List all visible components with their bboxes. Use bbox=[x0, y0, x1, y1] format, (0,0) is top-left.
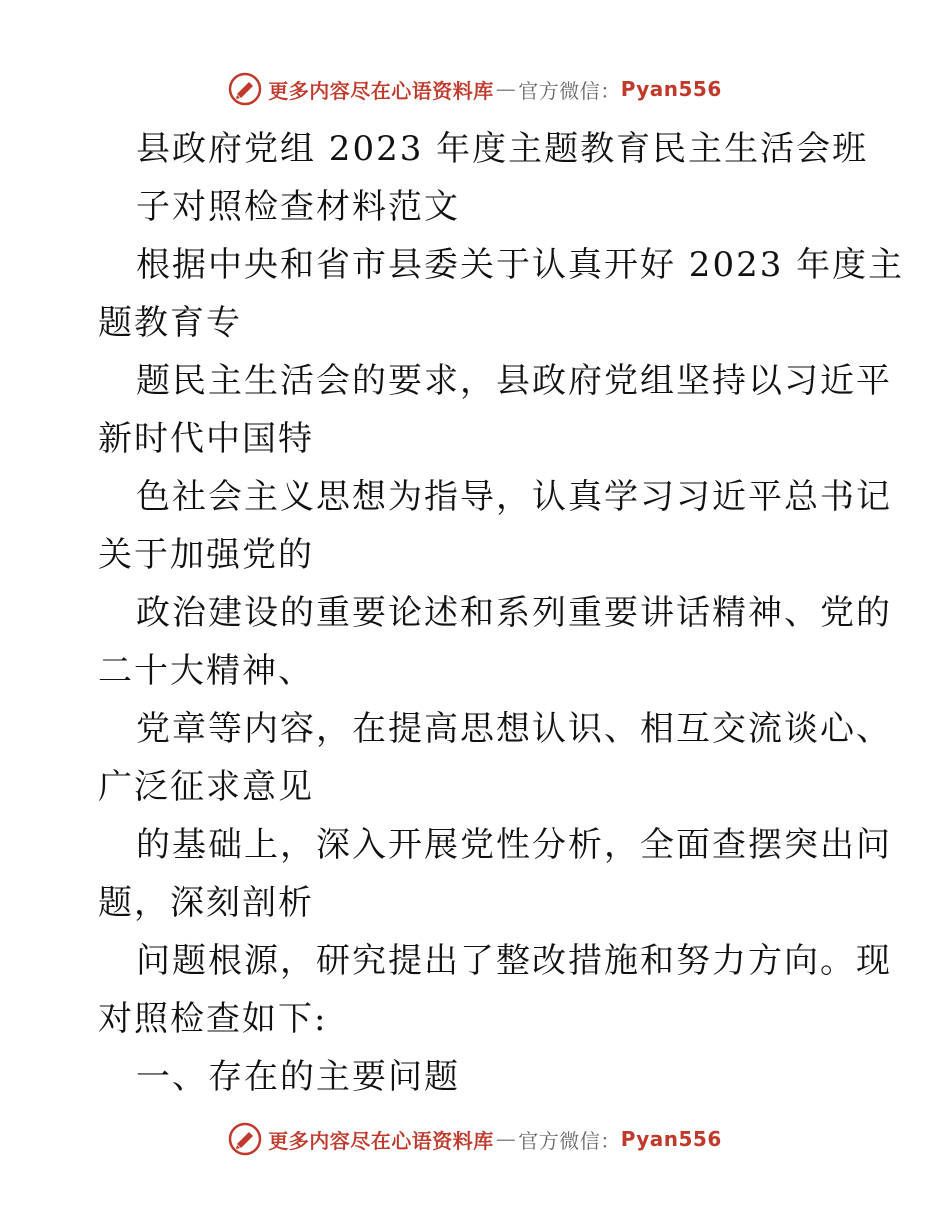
watermark-separator: — bbox=[495, 1127, 517, 1151]
paragraph-line: 题民主生活会的要求，县政府党组坚持以习近平 bbox=[136, 361, 892, 401]
watermark-wechat-id: Pyan556 bbox=[620, 1127, 722, 1151]
paragraph-line: 根据中央和省市县委关于认真开好 2023 年度主 bbox=[136, 245, 905, 285]
watermark-wechat-label: 官方微信： bbox=[518, 78, 621, 103]
paragraph-line: 的基础上，深入开展党性分析，全面查摆突出问 bbox=[136, 825, 892, 865]
paragraph-line: 题教育专 bbox=[98, 303, 242, 343]
document-body bbox=[98, 120, 905, 1106]
paragraph-line: 二十大精神、 bbox=[98, 651, 314, 691]
brand-logo-icon bbox=[228, 72, 262, 106]
watermark-brand-text: 更多内容尽在心语资料库 bbox=[268, 78, 494, 103]
document-title-line: 县政府党组 2023 年度主题教育民主生活会班 bbox=[136, 129, 869, 169]
section-heading: 一、存在的主要问题 bbox=[136, 1057, 460, 1097]
watermark-brand-text: 更多内容尽在心语资料库 bbox=[268, 1128, 494, 1153]
paragraph-line: 对照检查如下: bbox=[98, 999, 328, 1039]
paragraph-line: 党章等内容，在提高思想认识、相互交流谈心、 bbox=[136, 709, 892, 749]
paragraph-line: 关于加强党的 bbox=[98, 535, 314, 575]
paragraph-line: 政治建设的重要论述和系列重要讲话精神、党的 bbox=[136, 593, 892, 633]
paragraph-line: 问题根源，研究提出了整改措施和努力方向。现 bbox=[136, 941, 892, 981]
paragraph-line: 新时代中国特 bbox=[98, 419, 314, 459]
paragraph-line: 色社会主义思想为指导，认真学习习近平总书记 bbox=[136, 477, 892, 517]
header-watermark bbox=[0, 72, 950, 106]
document-title-line: 子对照检查材料范文 bbox=[136, 187, 460, 227]
watermark-wechat-label: 官方微信： bbox=[518, 1128, 621, 1153]
watermark-wechat-id: Pyan556 bbox=[620, 77, 722, 101]
brand-logo-icon bbox=[228, 1122, 262, 1156]
paragraph-line: 题，深刻剖析 bbox=[98, 883, 314, 923]
footer-watermark bbox=[0, 1122, 950, 1156]
watermark-separator: — bbox=[495, 77, 517, 101]
paragraph-line: 广泛征求意见 bbox=[98, 767, 314, 807]
